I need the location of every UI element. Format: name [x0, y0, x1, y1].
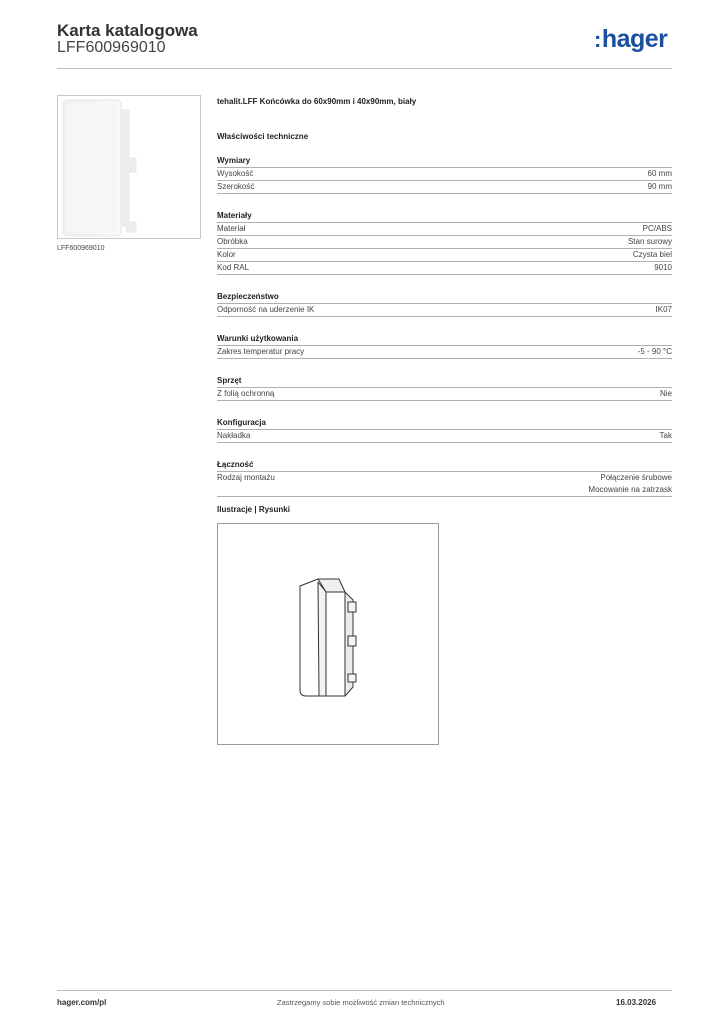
group-title: Sprzęt — [217, 375, 672, 388]
property-group-connectivity — [217, 459, 672, 497]
product-description: tehalit.LFF Końcówka do 60x90mm i 40x90mm, biały — [217, 97, 417, 106]
property-group-materials — [217, 210, 672, 275]
group-title: Wymiary — [217, 155, 672, 168]
property-value: Czysta biel — [632, 250, 672, 259]
property-group-safety — [217, 291, 672, 317]
illustration-drawing — [217, 523, 439, 745]
property-label: Odporność na uderzenie IK — [217, 305, 315, 314]
property-value: -5 - 90 °C — [637, 347, 672, 356]
property-row — [217, 168, 672, 181]
photo-caption: LFF600969010 — [57, 245, 105, 252]
property-row — [217, 249, 672, 262]
group-title: Łączność — [217, 459, 672, 472]
footer-disclaimer: Zastrzegamy sobie możliwość zmian technicznych — [277, 998, 445, 1007]
property-label: Materiał — [217, 224, 246, 233]
property-label: Obróbka — [217, 237, 248, 246]
property-group-configuration — [217, 417, 672, 443]
property-value: 60 mm — [647, 169, 672, 178]
property-group-conditions — [217, 333, 672, 359]
group-title: Materiały — [217, 210, 672, 223]
property-row — [217, 304, 672, 317]
property-label: Kolor — [217, 250, 236, 259]
property-label: Z folią ochronną — [217, 389, 275, 398]
property-value: 9010 — [654, 263, 672, 272]
properties-table — [217, 155, 672, 497]
product-photo — [57, 95, 201, 239]
line-drawing-image — [218, 524, 438, 744]
property-row — [217, 223, 672, 236]
hager-logo[interactable] — [594, 27, 667, 52]
logo-text: hager — [601, 25, 668, 53]
property-row — [217, 262, 672, 275]
group-title: Bezpieczeństwo — [217, 291, 672, 304]
property-value: PC/ABS — [642, 224, 672, 233]
product-photo-image — [58, 96, 200, 238]
footer-divider — [57, 990, 672, 991]
property-row — [217, 236, 672, 249]
property-row — [217, 388, 672, 401]
property-label: Wysokość — [217, 169, 254, 178]
property-value: 90 mm — [647, 182, 672, 191]
property-value: Nie — [659, 389, 672, 398]
property-label: Kod RAL — [217, 263, 250, 272]
group-title: Konfiguracja — [217, 417, 672, 430]
property-row — [217, 181, 672, 194]
footer-date: 16.03.2026 — [616, 998, 657, 1007]
property-value — [588, 472, 672, 496]
property-row — [217, 472, 672, 497]
group-title: Warunki użytkowania — [217, 333, 672, 346]
property-group-dimensions — [217, 155, 672, 194]
property-value-line: Połączenie śrubowe — [600, 473, 672, 482]
property-value: Stan surowy — [627, 237, 672, 246]
properties-heading: Właściwości techniczne — [217, 132, 309, 141]
property-label: Szerokość — [217, 182, 255, 191]
property-value: IK07 — [655, 305, 672, 314]
property-row — [217, 346, 672, 359]
document-title: Karta katalogowa — [57, 21, 198, 40]
property-value-line: Mocowanie na zatrzask — [588, 485, 672, 494]
logo-colon-mark: : — [594, 27, 601, 52]
property-label: Zakres temperatur pracy — [217, 347, 305, 356]
illustrations-heading: Ilustracje | Rysunki — [217, 505, 290, 514]
header-divider — [57, 68, 672, 69]
property-group-hardware — [217, 375, 672, 401]
property-label: Nakładka — [217, 431, 251, 440]
property-value: Tak — [659, 431, 672, 440]
property-label: Rodzaj montażu — [217, 473, 275, 482]
footer-website-link[interactable]: hager.com/pl — [57, 998, 107, 1007]
product-code: LFF600969010 — [57, 39, 166, 56]
property-row — [217, 430, 672, 443]
